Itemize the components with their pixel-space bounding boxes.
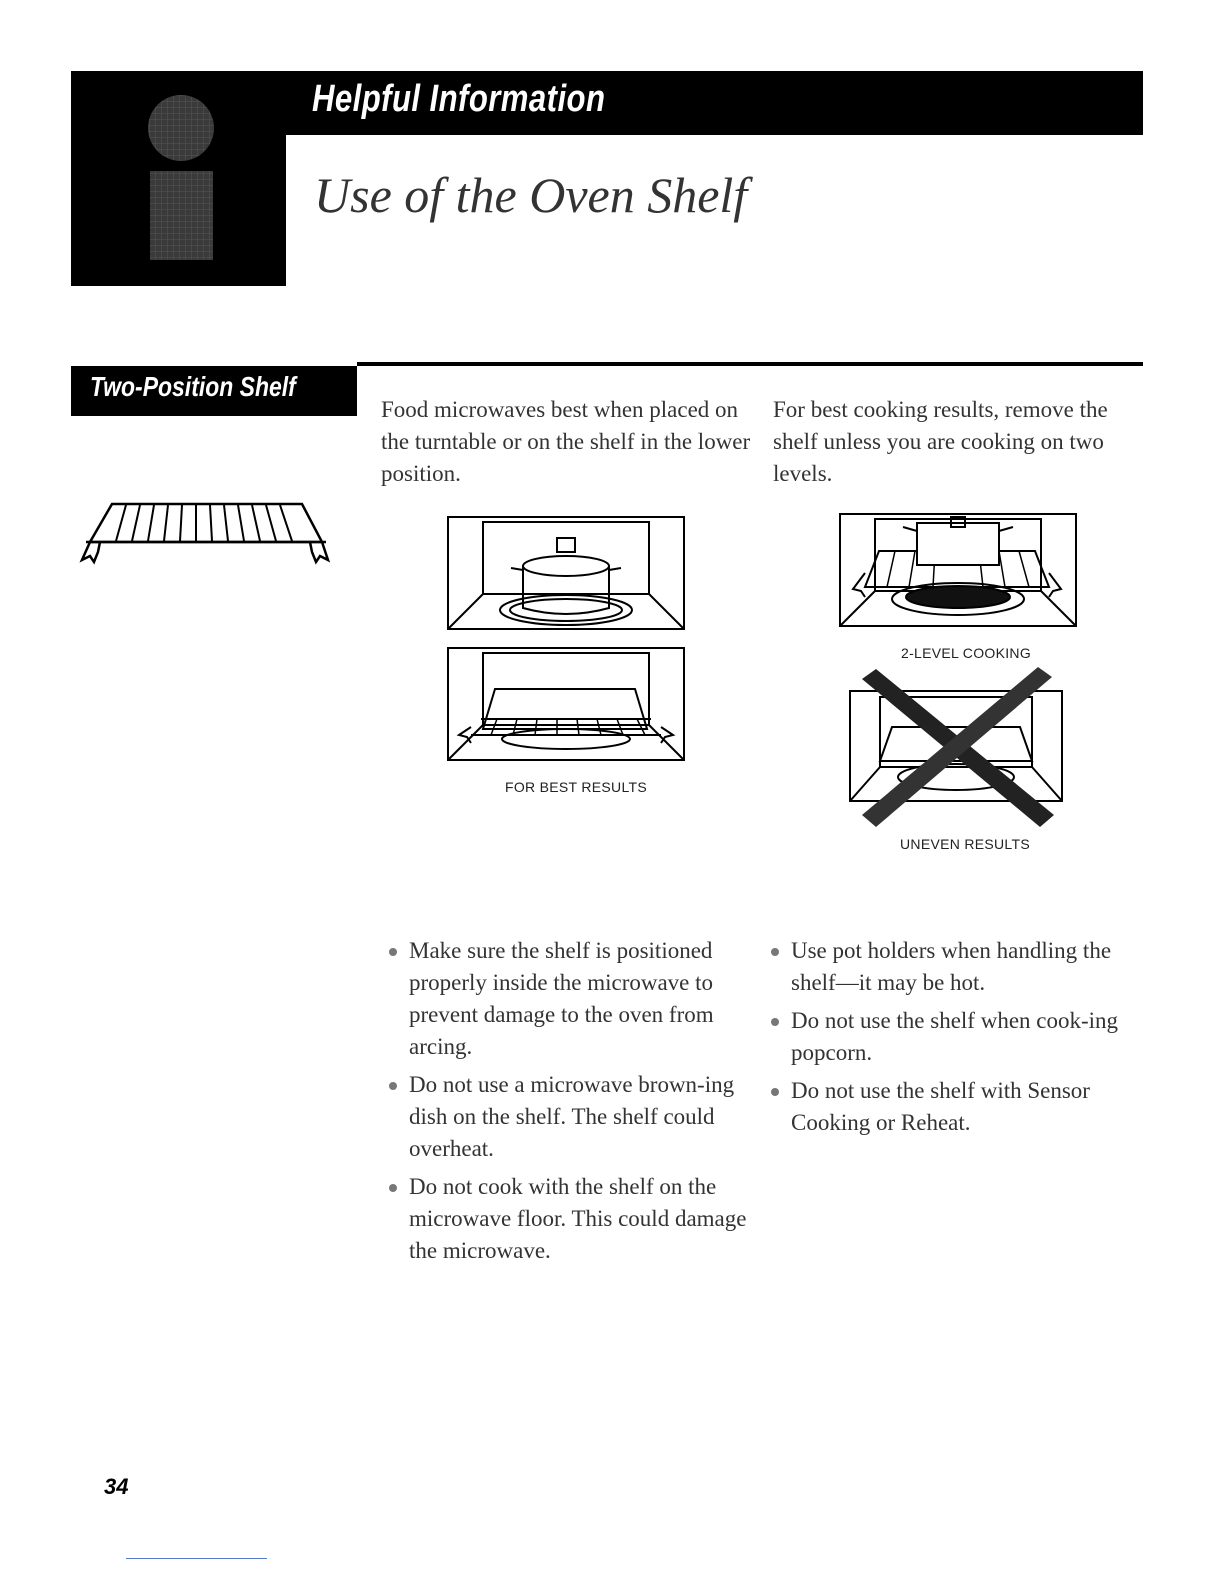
bullet-dot-icon <box>771 1018 779 1026</box>
page-number: 34 <box>104 1474 129 1499</box>
list-item: Do not cook with the shelf on the microwave floor. This could damage the microwave. <box>383 1171 758 1267</box>
bullet-list-right <box>765 935 1130 1145</box>
list-item: Make sure the shelf is positioned properly inside the microwave to prevent damage to the oven from arcing. <box>383 935 758 1063</box>
footer-rule <box>126 1558 267 1559</box>
best-results-caption: FOR BEST RESULTS <box>505 779 647 795</box>
info-icon <box>71 71 286 286</box>
two-level-figure <box>839 513 1077 627</box>
two-level-caption: 2-LEVEL COOKING <box>901 645 1032 661</box>
list-item: Do not use the shelf when cook-ing popcorn. <box>765 1005 1130 1069</box>
header-title: Helpful Information <box>312 78 606 120</box>
uneven-results-caption: UNEVEN RESULTS <box>900 836 1030 852</box>
list-item: Use pot holders when handling the shelf—it may be hot. <box>765 935 1130 999</box>
intro-right-text: For best cooking results, remove the shelf unless you are cooking on two levels. <box>773 397 1108 486</box>
list-item: Do not use the shelf with Sensor Cooking or Reheat. <box>765 1075 1130 1139</box>
lower-shelf-dish-figure <box>447 647 685 761</box>
page-title: Use of the Oven Shelf <box>314 167 748 223</box>
turntable-pot-figure <box>447 516 685 630</box>
bullet-dot-icon <box>771 1088 779 1096</box>
list-item: Do not use a microwave brown-ing dish on the shelf. The shelf could overheat. <box>383 1069 758 1165</box>
bullet-list-left <box>383 935 758 1273</box>
section-rule <box>357 362 1143 366</box>
uneven-results-figure <box>848 665 1066 835</box>
intro-left-text: Food microwaves best when placed on the turntable or on the shelf in the lower position. <box>381 397 751 486</box>
header-icon-block <box>71 71 286 286</box>
bullet-dot-icon <box>389 1082 397 1090</box>
section-label: Two-Position Shelf <box>90 371 296 402</box>
shelf-illustration <box>76 490 336 580</box>
bullet-dot-icon <box>389 948 397 956</box>
bullet-dot-icon <box>771 948 779 956</box>
bullet-dot-icon <box>389 1184 397 1192</box>
